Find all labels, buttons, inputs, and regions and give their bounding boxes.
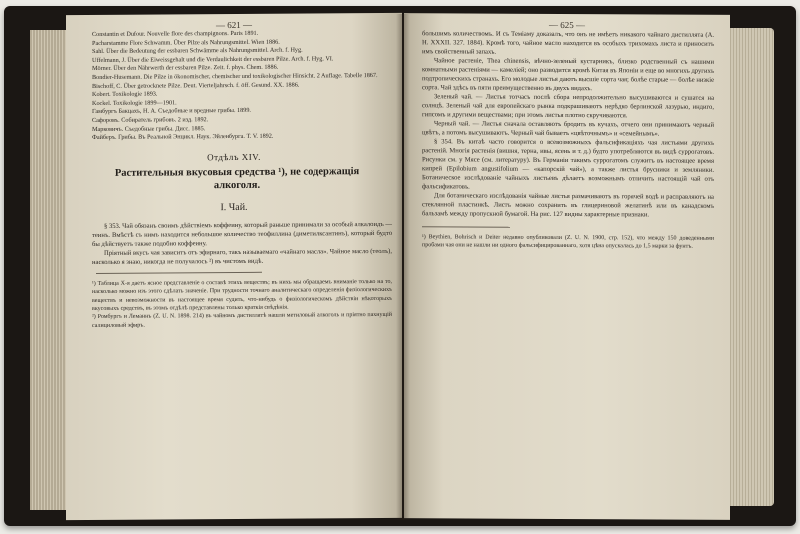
references-list [66, 29, 402, 143]
reference-item: Kockel. Toxikologie 1899—1901. [92, 99, 177, 107]
page-number-right: — 625 — [549, 19, 585, 31]
reference-item: Гамбургъ Бакцахъ, Н. А. Съедобные и вредные грибы. 1899. [92, 107, 251, 116]
reference-item: Pacharstamme Flore Schwamm. Über Pilze als Nahrungsmittel. Wien 1886. [92, 38, 280, 47]
section-heading: Растительныя вкусовыя средства ¹), не содержащія алкоголя. [114, 165, 360, 191]
body-paragraph: Чайное растеніе, Thea chinensis, вѣчно-зеленый кустарникъ, близко родственный съ нашими комнатными растеніями — камеліей; оно разводится кромѣ Китая въ Японіи и еще во многихъ другихъ подтропическихъ странахъ. Его молодые листья даютъ высшіе сорта чая; болѣе старые — болѣе низкіе сорта. Чай здѣсь въ пяти преимущественно въ двухъ видахъ. [422, 57, 714, 93]
reference-item: Bondier-Husemann. Die Pilze in ökonomischer, chemischer und toxikologischer Hinsicht. 2 Auflage. Tabelle 1867. [92, 71, 378, 81]
body-paragraph: большимъ количествомъ. И съ Теміаму доказалъ, что онъ не имѣетъ никакого чайнаго дистиллята (А. Н. XXXII. 327. 1884). Кромѣ того, чайное масло находится въ особыхъ трихомахъ листа и приноситъ имъ свойственный запахъ. [422, 30, 714, 56]
reference-item: Sahl. Über die Bedeutung der essbaren Schwämme als Nahrungsmittel. Arch. f. Hyg. [92, 46, 303, 56]
chapter-title: I. Чай. [220, 201, 248, 213]
footnote-rule [96, 272, 262, 274]
reference-item: Uffelmann, J. Über die Eiweissgehalt und die Verdaulichkeit der essbaren Pilze. Arch. f. Hyg. VI. [92, 55, 334, 64]
body-paragraph: § 353. Чай обязанъ своимъ дѣйствіемъ коффеину, который раньше принимали за особый алкалоидъ — теинъ. Вмѣстѣ съ нимъ находится небольшое количество теофиллина (диметилксантинъ), который будто бы дѣйствуетъ также подобно коффеину. [92, 220, 392, 248]
reference-item: Mörner. Über den Nährwerth der essbaren Pilze. Zeit. f. phys. Chem. 1886. [92, 64, 279, 73]
reference-item: Марковичъ. Съедобные грибы. Дисс. 1885. [92, 124, 206, 133]
body-paragraph: § 354. Въ китаѣ часто говорится о всевозможныхъ фальсификаціяхъ чая листьями другихъ растеній. Многія растенія (вишня, терна, ивы, ясень и т. д.) будто употребляются въ видѣ суррогатовъ. Рисунки см. у Мясе (см. литературу). Въ Германіи такимъ суррогатомъ служитъ въ настоящее время кипрей (Epilobium angustifolium — «капорскій чай»), а также листья брусники и земляники. Ботаническое изслѣдованіе чайныхъ листьевъ дѣлаетъ возможнымъ отличить настоящій чай отъ фальсификатовъ. [422, 138, 714, 191]
reference-item: Файберъ. Грибы. Въ Реальной Энцикл. Наук. Эйленбурга. Т. V. 1892. [92, 132, 274, 142]
reference-item: Kobert. Toxikologie 1893. [92, 90, 158, 99]
left-page-edges [30, 30, 68, 510]
reference-item: Constantin et Dufour. Nouvelle flore des champignons. Paris 1891. [92, 29, 259, 38]
footnote: ¹) Таблица Х-я даетъ ясное представленіе о составѣ этихъ веществъ; въ нихъ мы обращаемъ вниманіе только на то, насколько можно изъ этого сдѣлать значеніе. При трудности точнаго аналитическаго определенія физіологическихъ веществъ и невозможности въ настоящее время судить, что-нибудь о физіологическомъ дѣйствіи нѣкоторыхъ вкусовыхъ средствъ, въ этомъ отдѣлѣ представлены только краткія свѣдѣнія. [92, 278, 392, 312]
footnote: ²) Ромбургъ и Леманнъ (Z. U. N. 1898. 214) въ чайномъ дистиллятѣ нашли метиловый алкоголь и пріятно пахнущій салициловый эфиръ. [92, 312, 392, 329]
section-title: Отдѣлъ XIV. [207, 151, 261, 162]
footnote-rule [422, 226, 510, 227]
reference-item: Bischoff, C. Über getrocknete Pilze. Deut. Vierteljahrsch. f. öff. Gesund. XX. 1886. [92, 81, 300, 90]
right-page-edges [728, 28, 774, 506]
reference-item: Сафоровъ. Собиратель грибовъ. 2 изд. 1892. [92, 116, 209, 124]
footnote: ¹) Beythien, Bohrisch и Deiter недавно опубликовали (Z. U. N. 1900, стр. 152), что между 150 доведенными пробами чая они не нашли ни одного фальсифицированнаго, хотя цѣна опускалась до 1,5 марки за фунтъ. [422, 234, 714, 251]
body-paragraph: Для ботаническаго изслѣдованія чайные листья размачиваютъ въ горячей водѣ и расправляютъ на стеклянной пластинкѣ. Листъ можно сохранить въ глицериновой желатинѣ или въ канадскомъ бальзамѣ между пропускной бумагой. На рис. 127 видны характерные признаки. [422, 192, 714, 219]
body-paragraph: Пріятный вкусъ чая зависитъ отъ эфирнаго, такъ называемаго «чайнаго масла». Чайное масло (теолъ), насколько я знаю, никогда не получалось ²) въ чистомъ видѣ. [92, 247, 392, 266]
body-paragraph: Черный чай. — Листья сначала оставляютъ бродить въ кучахъ, отчего они принимаютъ черный цвѣтъ, а потомъ высушиваютъ. Черный чай бываетъ «цвѣточнымъ» и «семейнымъ». [422, 120, 714, 138]
left-page [66, 13, 402, 520]
body-paragraph: Зеленый чай. — Листья тотчасъ послѣ сбора непродолжительно высушиваются и сушатся на солнцѣ. Зеленый чай для европейскаго рынка подкрашиваютъ нерѣдко берлинской лазурью, индиго, гипсомъ и другими веществами; при этомъ листья плотно скручиваются. [422, 93, 714, 120]
spine-shadow [396, 14, 410, 520]
page-number-left: — 621 — [216, 19, 252, 31]
right-page [404, 13, 730, 520]
